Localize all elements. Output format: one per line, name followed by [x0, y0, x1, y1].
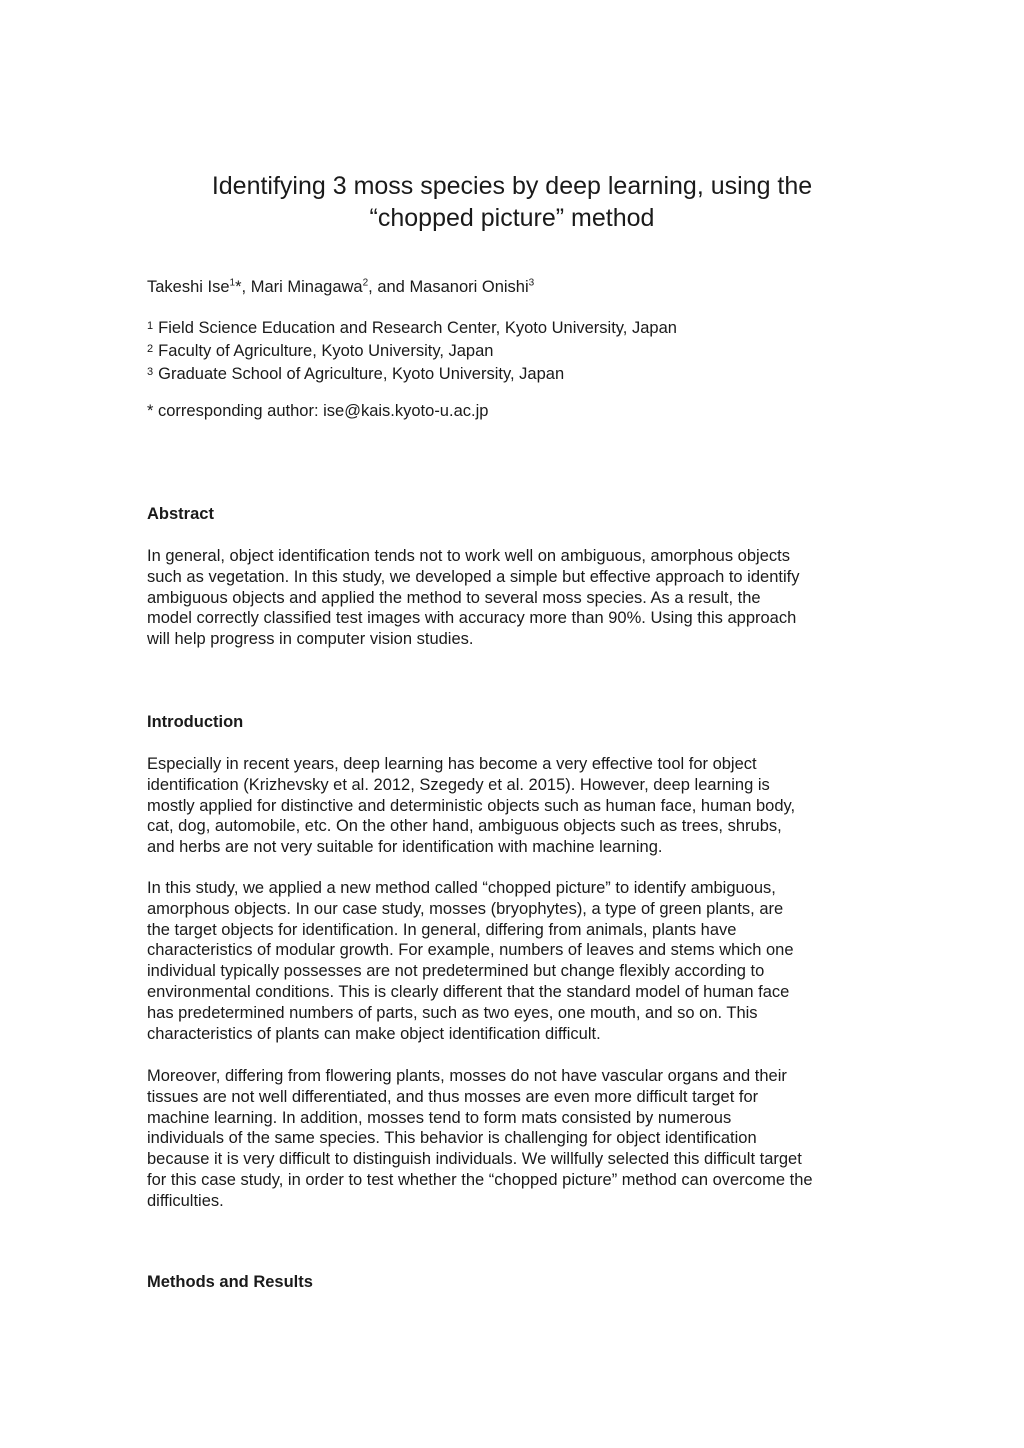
text-line: ambiguous objects and applied the method to several moss species. As a result, the	[147, 588, 761, 607]
text-line: Moreover, differing from flowering plants, mosses do not have vascular organs and their	[147, 1067, 787, 1085]
text-line: difficulties.	[147, 1191, 224, 1210]
text-line: In general, object identification tends not to work well on ambiguous, amorphous objects	[147, 547, 790, 565]
text-line: for this case study, in order to test whether the “chopped picture” method can overcome the	[147, 1170, 813, 1189]
text-line: Especially in recent years, deep learning has become a very effective tool for object	[147, 755, 757, 773]
author-3-affil-mark: 3	[528, 277, 535, 289]
text-line: the target objects for identification. In general, differing from animals, plants have	[147, 920, 737, 939]
introduction-heading: Introduction	[147, 713, 244, 731]
text-line: environmental conditions. This is clearly different that the standard model of human face	[147, 982, 790, 1001]
text-line: and herbs are not very suitable for identification with machine learning.	[147, 838, 663, 857]
author-2-name: Mari Minagawa	[246, 278, 363, 296]
text-line: characteristics of modular growth. For example, numbers of leaves and stems which one	[147, 941, 794, 960]
affiliation-text: Field Science Education and Research Center, Kyoto University, Japan	[158, 319, 677, 337]
text-line: individual typically possesses are not predetermined but change flexibly according to	[147, 962, 765, 981]
abstract-heading: Abstract	[147, 505, 214, 523]
affiliation-number: 1	[147, 320, 154, 332]
text-line: model correctly classified test images with accuracy more than 90%. Using this approach	[147, 609, 797, 628]
methods-heading: Methods and Results	[147, 1273, 313, 1291]
author-1-corresponding-mark: *,	[235, 278, 247, 296]
author-1-name: Takeshi Ise	[147, 278, 230, 296]
affiliation-text: Faculty of Agriculture, Kyoto University, Japan	[158, 341, 494, 360]
text-line: mostly applied for distinctive and deterministic objects such as human face, human body,	[147, 796, 796, 815]
corresponding-author: * corresponding author: ise@kais.kyoto-u.ac.jp	[147, 402, 489, 420]
affiliation-list	[147, 318, 887, 386]
affiliation-text: Graduate School of Agriculture, Kyoto University, Japan	[158, 364, 565, 383]
paper-title	[0, 170, 1024, 234]
text-line: individuals of the same species. This behavior is challenging for object identification	[147, 1129, 757, 1148]
abstract-paragraph	[147, 546, 887, 650]
affiliation-number: 2	[147, 342, 154, 355]
affiliation-item	[147, 318, 887, 341]
title-line-1: Identifying 3 moss species by deep learning, using the	[211, 172, 813, 200]
affiliation-number: 3	[147, 365, 154, 378]
text-line: amorphous objects. In our case study, mosses (bryophytes), a type of green plants, are	[147, 899, 784, 918]
title-line-2: “chopped picture” method	[369, 204, 655, 232]
text-line: In this study, we applied a new method called “chopped picture” to identify ambiguous,	[147, 879, 776, 897]
affiliation-item	[147, 364, 887, 387]
text-line: tissues are not well differentiated, and thus mosses are even more difficult target for	[147, 1087, 759, 1106]
introduction-paragraph-2	[147, 878, 887, 1044]
text-line: identification (Krizhevsky et al. 2012, Szegedy et al. 2015). However, deep learning is	[147, 775, 770, 794]
text-line: because it is very difficult to distinguish individuals. We willfully selected this difficult target	[147, 1150, 802, 1169]
affiliation-item	[147, 341, 887, 364]
text-line: machine learning. In addition, mosses tend to form mats consisted by numerous	[147, 1108, 732, 1127]
text-line: such as vegetation. In this study, we developed a simple but effective approach to identify	[147, 567, 800, 586]
text-line: has predetermined numbers of parts, such as two eyes, one mouth, and so on. This	[147, 1003, 758, 1022]
author-2-affil-mark: 2	[362, 277, 369, 289]
introduction-paragraph-1	[147, 754, 887, 858]
text-line: will help progress in computer vision studies.	[147, 630, 474, 649]
author-1-affil-mark: 1	[229, 277, 236, 289]
author-3-name: , and Masanori Onishi	[368, 278, 529, 296]
text-line: cat, dog, automobile, etc. On the other hand, ambiguous objects such as trees, shrubs,	[147, 817, 782, 836]
author-list	[147, 277, 887, 298]
text-line: characteristics of plants can make object identification difficult.	[147, 1024, 601, 1043]
introduction-paragraph-3	[147, 1066, 887, 1212]
